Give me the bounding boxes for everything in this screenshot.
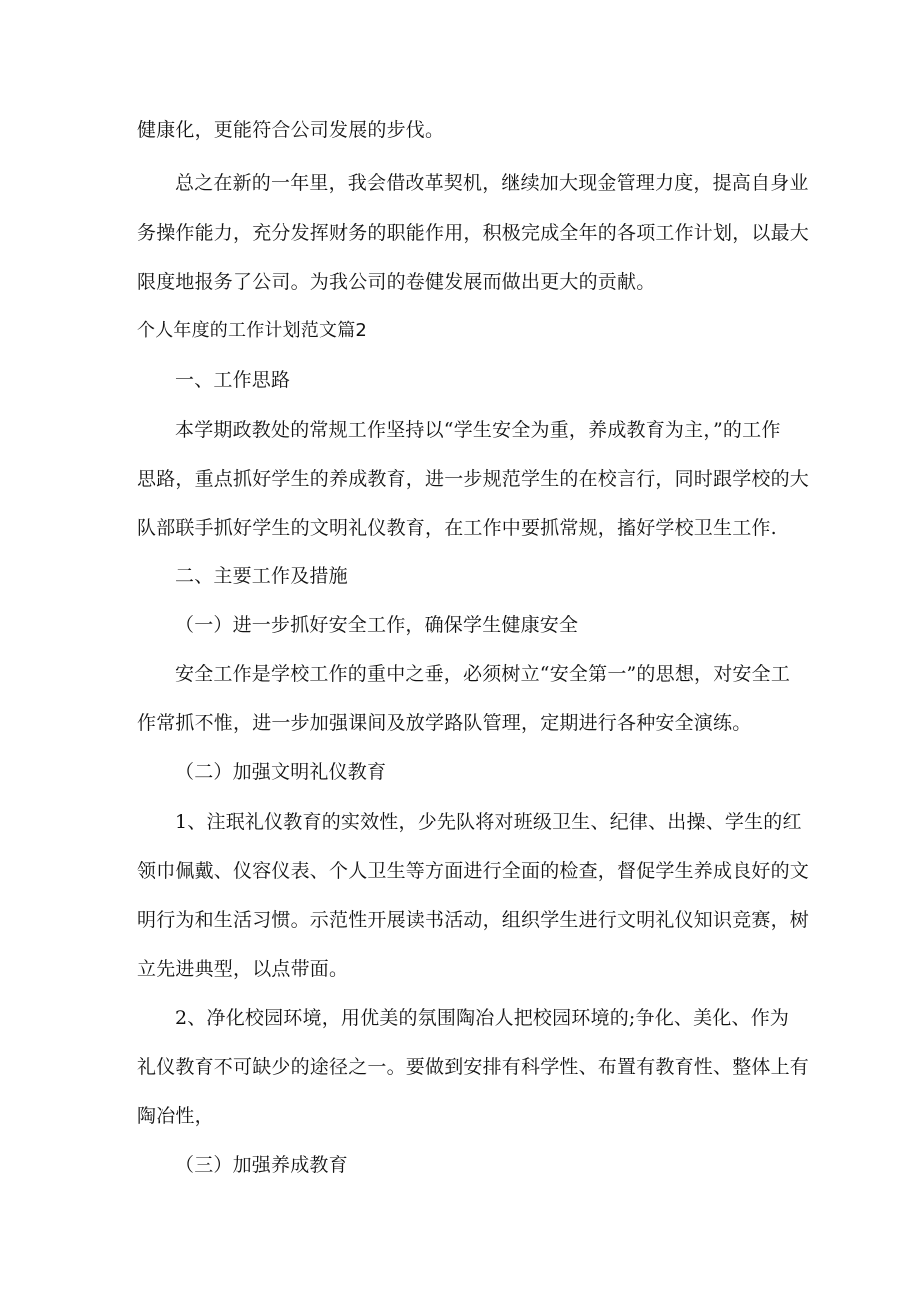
text-line: 礼仪教育不可缺少的途径之一。要做到安排有科学性、布置有教育性、整体上有 (137, 1056, 810, 1078)
text-line: 2、净化校园环境，用优美的氛围陶冶人把校园环境的;争化、美化、作为 (175, 1007, 790, 1029)
section-title: 个人年度的工作计划范文篇2 (137, 320, 368, 341)
text-line: 队部联手抓好学生的文明礼仪教育，在工作中要抓常规，搐好学校卫生工作. (137, 517, 777, 539)
subheading-etiquette: （二）加强文明礼仪教育 (175, 761, 387, 783)
text-line: 务操作能力，充分发挥财务的职能作用，积极完成全年的各项工作计划，以最大 (137, 222, 810, 244)
subheading-safety: （一）进一步抓好安全工作，确保学生健康安全 (175, 614, 579, 636)
paragraph-summary-line: 总之在新的一年里，我会借改革契机，继续加大现金管理力度，提高自身业 (175, 172, 809, 194)
text-line: 立先进典型，以点带面。 (137, 958, 349, 980)
text-line: 1、注珉礼仪教育的实效性，少先队将对班级卫生、纪律、出操、学生的红 (175, 811, 802, 833)
text-line: 本学期政教处的常规工作坚持以“学生安全为重，养成教育为主，”的工作 (175, 419, 781, 441)
text-line: 陶冶性， (137, 1105, 214, 1127)
text-line: 健康化，更能符合公司发展的步伐。 (137, 119, 445, 141)
text-line: 安全工作是学校工作的重中之垂，必须树立“安全第一”的思想，对安全工 (175, 663, 791, 685)
text-line: 明行为和生活习惯。示范性开展读书活动，组织学生进行文明礼仪知识竞赛，树 (137, 909, 810, 931)
text-line: 限度地报务了公司。为我公司的卷健发展而做出更大的贡献。 (137, 271, 656, 293)
text-line: 作常抓不惟，进一步加强课间及放学路队管理，定期进行各种安全演练。 (137, 712, 752, 734)
text-line: 思路，重点抓好学生的养成教育，进一步规范学生的在校言行，同时跟学校的大 (137, 468, 810, 490)
heading-main-work: 二、主要工作及措施 (175, 565, 348, 587)
subheading-habits: （三）加强养成教育 (175, 1154, 348, 1176)
heading-work-approach: 一、工作思路 (175, 369, 291, 391)
text-line: 领巾佩戴、仪容仪表、个人卫生等方面进行全面的检查，督促学生养成良好的文 (137, 860, 810, 882)
